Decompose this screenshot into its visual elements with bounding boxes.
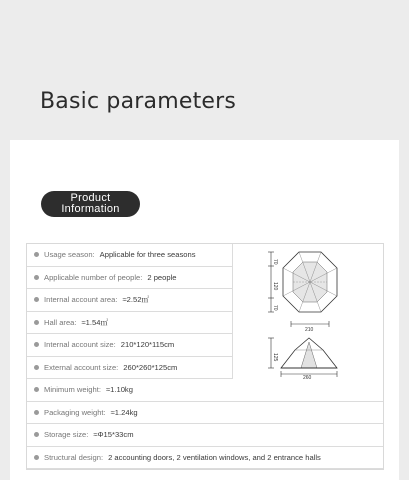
dim-label: 70 <box>272 259 278 265</box>
tent-top-view <box>283 252 337 312</box>
bullet-icon <box>34 252 39 257</box>
param-label: Minimum weight: <box>44 385 101 395</box>
param-label: Hall area: <box>44 317 77 327</box>
product-information-badge <box>41 191 140 217</box>
bullet-icon <box>34 432 39 437</box>
param-value: ≈Φ15*33cm <box>93 430 134 440</box>
param-label: Storage size: <box>44 430 89 440</box>
bullet-icon <box>34 342 39 347</box>
param-row <box>27 244 233 267</box>
bullet-icon <box>34 455 39 460</box>
param-row <box>27 357 233 380</box>
dim-label: 125 <box>272 353 278 362</box>
param-row <box>27 267 233 290</box>
dim-label: 70 <box>272 305 278 311</box>
bullet-icon <box>34 410 39 415</box>
param-label: Usage season: <box>44 250 95 260</box>
param-value: 260*260*125cm <box>123 362 178 372</box>
tent-dimension-diagram <box>233 244 385 379</box>
param-row <box>27 447 383 470</box>
param-value: ≈1.10kg <box>105 385 133 395</box>
param-value: ≈2.52㎡ <box>122 295 150 305</box>
param-value: 210*120*115cm <box>120 340 175 350</box>
badge-line-2: Information <box>61 203 120 215</box>
param-row <box>27 312 233 335</box>
bullet-icon <box>34 320 39 325</box>
parameters-table <box>26 243 384 470</box>
param-row <box>27 379 383 402</box>
bullet-icon <box>34 365 39 370</box>
param-label: Applicable number of people: <box>44 272 143 282</box>
bullet-icon <box>34 275 39 280</box>
param-value: Applicable for three seasons <box>99 250 196 260</box>
param-label: Structural design: <box>44 452 104 462</box>
page-title: Basic parameters <box>40 89 237 114</box>
dim-label: 260 <box>303 375 312 379</box>
param-value: 2 accounting doors, 2 ventilation windows, and 2 entrance halls <box>108 452 321 462</box>
param-label: External account size: <box>44 362 119 372</box>
param-label: Internal account area: <box>44 295 118 305</box>
param-value: 2 people <box>147 272 177 282</box>
param-label: Internal account size: <box>44 340 116 350</box>
bullet-icon <box>34 387 39 392</box>
param-value: ≈1.24kg <box>110 407 138 417</box>
badge-line-1: Product <box>70 192 111 204</box>
tent-side-view <box>281 338 337 368</box>
bullet-icon <box>34 297 39 302</box>
dim-label: 120 <box>272 282 278 291</box>
param-row <box>27 334 233 357</box>
param-row <box>27 402 383 425</box>
param-value: ≈1.54㎡ <box>81 317 109 327</box>
param-row <box>27 289 233 312</box>
param-row <box>27 424 383 447</box>
param-label: Packaging weight: <box>44 407 106 417</box>
dim-label: 210 <box>305 327 314 333</box>
